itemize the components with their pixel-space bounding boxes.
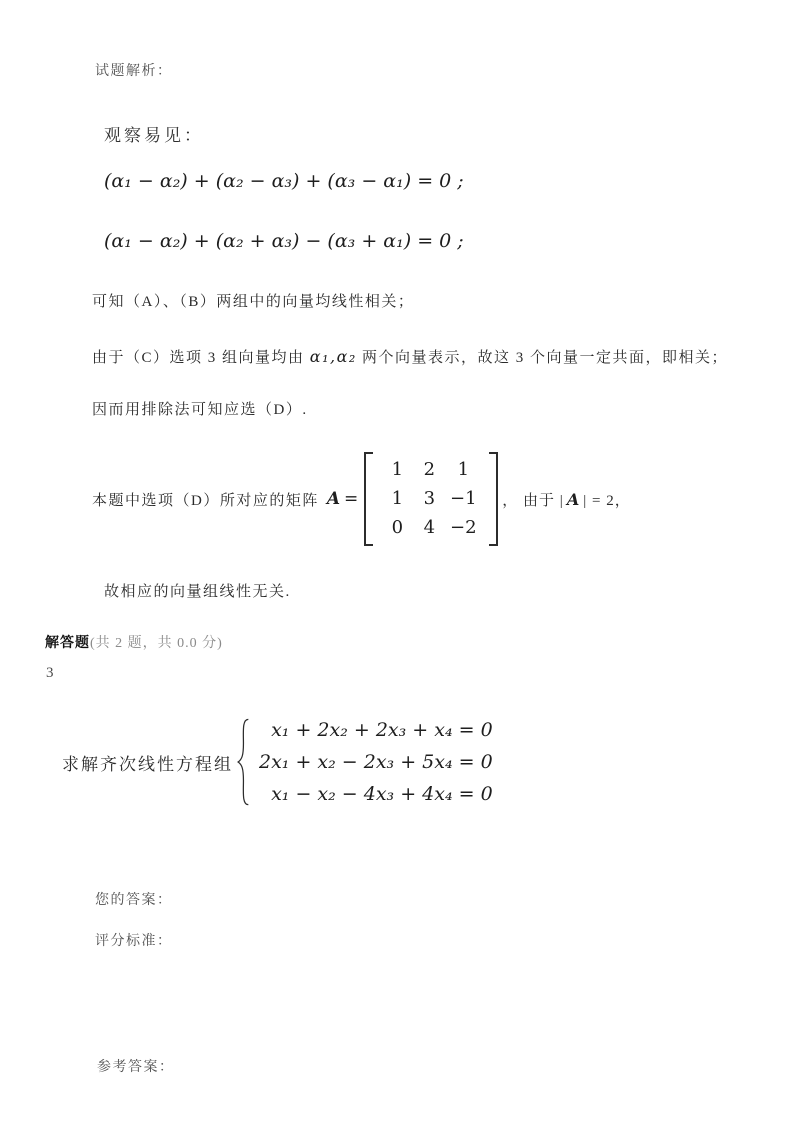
option-c-line [92,346,728,367]
analysis-heading: 试题解析： [95,64,173,79]
determinant-remark [502,489,630,510]
your-answer-label: 您的答案： [95,893,173,908]
matrix-cell: 4 [423,517,436,538]
matrix-cell: −1 [450,488,477,509]
reference-answer-label: 参考答案： [97,1060,175,1075]
observe-line: 观察易见： [104,126,204,145]
elimination-line: 因而用排除法可知应选（D）. [92,402,308,418]
determinant-pre: ， 由于 | [502,492,564,509]
equation-list [253,714,493,810]
equation-line: 2x₁ + x₂ − 2x₃ + 5x₄ = 0 [259,751,493,773]
equation-system [62,712,493,812]
matrix-grid [373,452,489,546]
determinant-post: | = 2， [583,492,631,509]
matrix-cell: 1 [391,459,404,480]
left-curly-brace [235,712,251,812]
matrix-cell: 2 [423,459,436,480]
grading-criteria-label: 评分标准： [95,934,173,949]
matrix-sentence-prefix: 本题中选项（D）所对应的矩阵 [92,492,319,509]
matrix-sentence [92,452,631,546]
conclusion-ab-line: 可知（A）、（B）两组中的向量均线性相关； [92,294,415,310]
matrix-A [364,452,498,546]
option-c-text-pre: 由于（C）选项 3 组向量均由 [92,350,310,366]
matrix-cell: 0 [391,517,404,538]
formula-2: (α₁ − α₂) + (α₂ + α₃) − (α₃ + α₁) = 0 ; [104,230,464,252]
matrix-cell: 1 [457,459,470,480]
equals-sign: = [344,489,359,509]
section-title: 解答题 [45,636,90,651]
final-conclusion-line: 故相应的向量组线性无关. [104,584,291,600]
section-header [45,632,223,652]
equation-line: x₁ − x₂ − 4x₃ + 4x₄ = 0 [271,783,493,805]
matrix-cell: 3 [423,488,436,509]
solve-prompt-label: 求解齐次线性方程组 [62,754,233,774]
formula-1: (α₁ − α₂) + (α₂ − α₃) + (α₃ − α₁) = 0 ; [104,170,464,192]
option-c-text-post: 两个向量表示，故这 3 个向量一定共面，即相关； [356,350,729,366]
matrix-left-bracket [364,452,373,546]
question-number: 3 [46,665,54,681]
determinant-variable-A: A [566,489,581,509]
matrix-cell: −2 [450,517,477,538]
alpha-pair-math: α₁,α₂ [309,347,357,366]
matrix-right-bracket [489,452,498,546]
section-meta: (共 2 题，共 0.0 分) [90,636,223,651]
matrix-variable-A: A [326,489,341,509]
equation-line: x₁ + 2x₂ + 2x₃ + x₄ = 0 [271,719,493,741]
matrix-cell: 1 [391,488,404,509]
